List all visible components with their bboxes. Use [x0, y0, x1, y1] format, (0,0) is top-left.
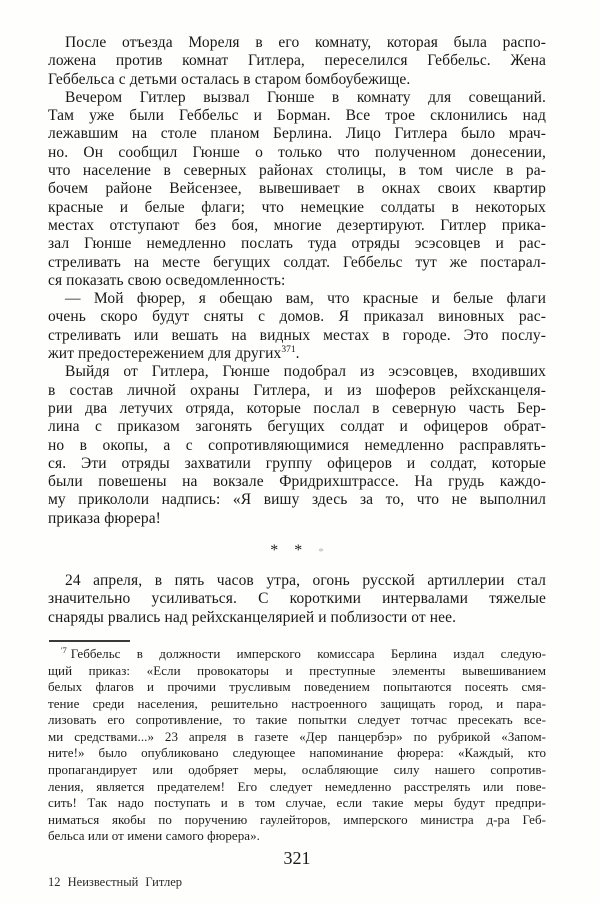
main-text: [48, 34, 546, 627]
text-line: 24 апреля, в пять часов утра, огонь русской артиллерии стал: [65, 572, 546, 590]
separator-asterisks: * *: [270, 542, 309, 560]
footnote-first-line: [48, 646, 546, 663]
text-block: [48, 34, 546, 890]
text-line: бельса или от имени самого фюрера».: [48, 828, 260, 844]
text-line: щий приказ: «Если провокаторы и преступные элементы вывешиванием: [48, 662, 546, 678]
separator-faint-asterisk: *: [318, 546, 324, 559]
text-line: стреливать на месте бегущих солдат. Геббельс тут же постарал-: [48, 253, 546, 271]
text-line: пропагандирует или одобряет меры, ослабляющие силу нашего сопротив-: [48, 762, 546, 778]
paragraph: [48, 572, 546, 627]
text-line: стреливать или вешать на видных местах в городе. Это послу-: [48, 326, 546, 344]
text-line: ми средствами...» 23 апреля в газете «Дер панцербэр» по рубрикой «Запом-: [48, 728, 546, 744]
text-segment: .: [295, 345, 300, 363]
text-line: сить! Так надо поступать и в том случае, если такие меры будут предпри-: [48, 795, 546, 811]
text-line: местах отступают без боя, многие дезертируют. Гитлер прика-: [48, 216, 546, 234]
text-line: После отъезда Мореля в его комнату, которая была распо-: [65, 34, 546, 51]
text-line: ления, является предателем! Его следует немедленно расстрелять или пове-: [48, 778, 546, 794]
text-line: очень скоро будут сняты с домов. Я приказал виновных рас-: [48, 308, 546, 326]
paragraph-dialogue: [48, 290, 546, 363]
text-line: ниматься якобы по поручению гаулейторов, имперского министра д-ра Геб-: [48, 811, 546, 827]
text-line: му прикололи надпись: «Я вишу здесь за то, что не выполнил: [48, 491, 546, 509]
paragraph: [48, 363, 546, 528]
footnote-marker: '7: [61, 644, 67, 655]
text-line-with-reference: [48, 345, 546, 363]
text-line: рии два летучих отряда, которые послал в северную часть Бер-: [48, 399, 546, 417]
text-line: снаряды рвались над рейхсканцелярией и поблизости от нее.: [48, 608, 457, 626]
footnote-rule: [49, 640, 130, 642]
text-line: приказа фюрера!: [48, 509, 161, 527]
text-segment: жит предостережением для других: [48, 345, 282, 363]
text-line: ся. Эти отряды захватили группу офицеров и солдат, которые: [48, 454, 546, 472]
text-line: — Мой фюрер, я обещаю вам, что красные и белые флаги: [65, 290, 546, 308]
text-line: в состав личной охраны Гитлера, и из шоферов рейхсканцеля-: [48, 381, 546, 399]
text-line: значительно усиливаться. С короткими интервалами тяжелые: [48, 590, 546, 608]
text-line: лежавшим на столе планом Берлина. Лицо Гитлера было мрач-: [48, 125, 546, 143]
text-line: были повешены на вокзале Фридрихштрассе. На грудь каждо-: [48, 473, 546, 491]
text-line: бочем районе Вейсензее, вывешивает в окнах своих квартир: [48, 180, 546, 198]
text-line: красные и белые флаги; что немецкие солдаты в некоторых: [48, 198, 546, 216]
paragraph: [48, 89, 546, 290]
page-number: 321: [283, 848, 311, 869]
text-line: но. Он сообщил Гюнше о только что полученном донесении,: [48, 143, 546, 161]
text-line: ложена против комнат Гитлера, переселился Геббельс. Жена: [48, 52, 546, 70]
text-line: лина с приказом загонять бегущих солдат и офицеров обрат-: [48, 418, 546, 436]
text-segment: Геббельс в должности имперского комиссара Берлина издал следую-: [70, 645, 546, 661]
edition-signature: 12 Неизвестный Гитлер: [48, 875, 183, 890]
text-line: ните!» было опубликовано следующее напоминание фюрера: «Каждый, кто: [48, 745, 546, 761]
text-line: Выйдя от Гитлера, Гюнше подобрал из эсэсовцев, входивших: [65, 363, 546, 381]
text-line: но в окопы, а с сопротивляющимися немедленно расправлять-: [48, 436, 546, 454]
text-line: тение среди населения, решительно настроенного защищать город, и пара-: [48, 695, 546, 711]
text-line: ся показать свою осведомленность:: [48, 271, 286, 289]
text-line: Вечером Гитлер вызвал Гюнше в комнату для совещаний.: [65, 88, 546, 106]
text-line: Геббельса с детьми осталась в старом бомбоубежище.: [48, 70, 411, 88]
paragraph: [48, 34, 546, 89]
text-line: зал Гюнше немедленно послать туда отряды эсэсовцев и рас-: [48, 235, 546, 253]
footnote-reference-superscript: 371: [281, 344, 296, 355]
section-separator: [48, 542, 546, 560]
text-line: лизовать его сопротивление, то такие попытки следует тотчас пресекать все-: [48, 712, 546, 728]
text-line: белых флагов и прочими трусливым поведением попытаются посеять смя-: [48, 679, 546, 695]
text-line: что население в северных районах столицы, в том числе в ра-: [48, 162, 546, 180]
text-line: Там уже были Геббельс и Борман. Все трое склонились над: [48, 107, 546, 125]
footnote: [48, 646, 546, 845]
